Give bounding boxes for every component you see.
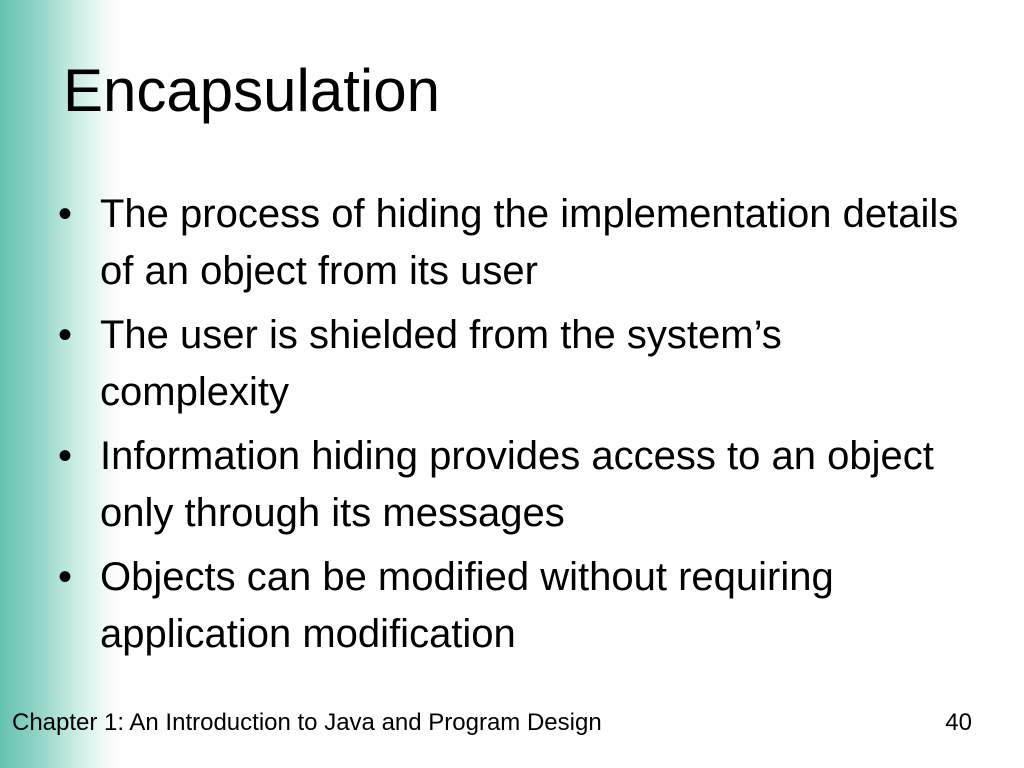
bullet-item-user-shielded (58, 307, 978, 421)
bullet-text: Objects can be modified without requiring application modification (100, 555, 834, 656)
bullet-icon: • (58, 313, 73, 357)
slide-footer (12, 708, 972, 738)
bullet-item-objects-modified (58, 549, 978, 663)
bullet-item-information-hiding (58, 428, 978, 542)
bullet-text: The process of hiding the implementation details of an object from its user (100, 192, 959, 293)
bullet-text: Information hiding provides access to an object only through its messages (100, 434, 934, 535)
page-number: 40 (945, 709, 972, 736)
slide-title: Encapsulation (63, 57, 440, 124)
bullet-list (58, 186, 978, 670)
bullet-item-hiding-details (58, 186, 978, 300)
bullet-icon: • (58, 192, 73, 236)
bullet-icon: • (58, 555, 73, 599)
bullet-icon: • (58, 434, 73, 478)
bullet-text: The user is shielded from the system’s complexity (100, 313, 782, 414)
footer-chapter-title: Chapter 1: An Introduction to Java and Program Design (12, 709, 602, 736)
